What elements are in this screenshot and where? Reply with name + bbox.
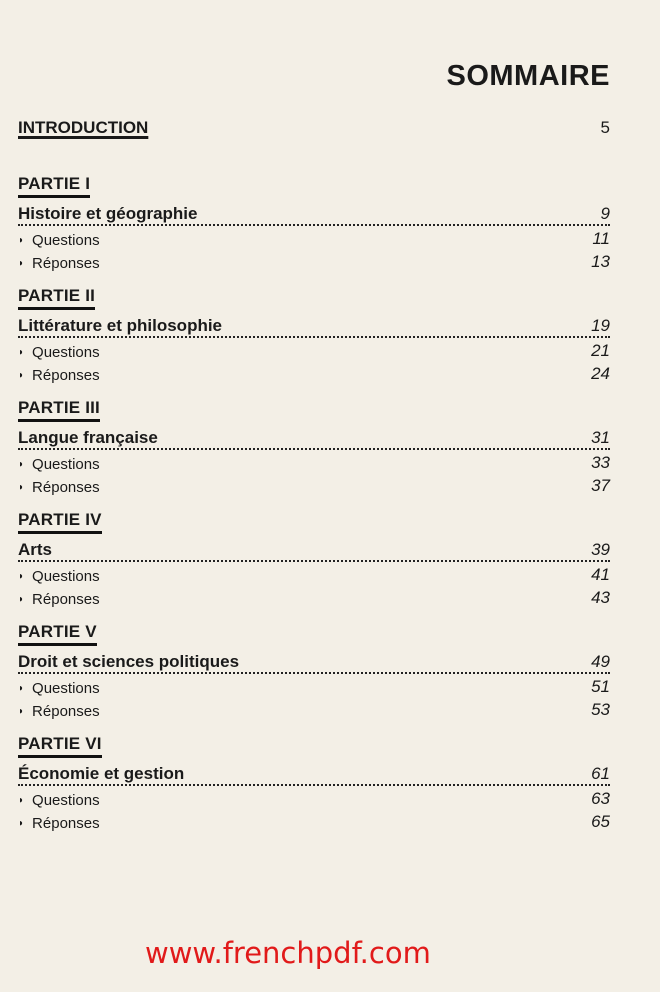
toc-heading[interactable] [18,646,610,674]
part-section [18,616,610,720]
page-title: SOMMAIRE [446,60,610,92]
toc-reponses[interactable] [18,809,610,832]
part-header [18,728,610,758]
toc-heading[interactable] [18,198,610,226]
questions-label: Questions [32,232,100,249]
triangle-bullet-icon: ◗ [18,235,25,246]
triangle-bullet-icon: ◗ [18,258,25,269]
reponses-page: 43 [591,588,610,607]
part-label: PARTIE III [18,398,100,422]
toc-questions[interactable] [18,562,610,585]
watermark: www.frenchpdf.com [145,936,431,970]
reponses-label: Réponses [32,815,100,832]
reponses-page: 13 [591,252,610,271]
questions-page: 63 [591,789,610,808]
toc-heading[interactable] [18,534,610,562]
heading-label: Droit et sciences politiques [18,652,240,671]
part-label: PARTIE II [18,286,95,310]
part-label: PARTIE V [18,622,97,646]
toc-heading[interactable] [18,758,610,786]
toc-reponses[interactable] [18,473,610,496]
questions-page: 21 [591,341,610,360]
heading-page: 49 [591,652,610,671]
parts-list [18,168,610,832]
toc-reponses[interactable] [18,249,610,272]
questions-label: Questions [32,456,100,473]
heading-page: 61 [591,764,610,783]
part-label: PARTIE VI [18,734,102,758]
reponses-label: Réponses [32,591,100,608]
part-header [18,392,610,422]
reponses-page: 24 [591,364,610,383]
reponses-label: Réponses [32,479,100,496]
questions-page: 41 [591,565,610,584]
part-header [18,504,610,534]
reponses-label: Réponses [32,367,100,384]
triangle-bullet-icon: ◗ [18,347,25,358]
part-section [18,504,610,608]
part-section [18,392,610,496]
part-header [18,616,610,646]
heading-label: Histoire et géographie [18,204,198,223]
toc-questions[interactable] [18,226,610,249]
introduction-page: 5 [600,118,610,137]
questions-label: Questions [32,792,100,809]
toc-reponses[interactable] [18,361,610,384]
reponses-label: Réponses [32,703,100,720]
triangle-bullet-icon: ◗ [18,818,25,829]
questions-label: Questions [32,680,100,697]
part-header [18,280,610,310]
triangle-bullet-icon: ◗ [18,571,25,582]
questions-label: Questions [32,568,100,585]
triangle-bullet-icon: ◗ [18,706,25,717]
reponses-page: 53 [591,700,610,719]
toc-questions[interactable] [18,674,610,697]
heading-label: Économie et gestion [18,764,185,783]
introduction-label: INTRODUCTION [18,118,149,137]
heading-label: Arts [18,540,53,559]
table-of-contents [18,112,610,832]
heading-page: 31 [591,428,610,447]
part-section [18,728,610,832]
heading-page: 39 [591,540,610,559]
toc-questions[interactable] [18,786,610,809]
triangle-bullet-icon: ◗ [18,594,25,605]
toc-heading[interactable] [18,422,610,450]
triangle-bullet-icon: ◗ [18,482,25,493]
part-section [18,168,610,272]
reponses-page: 37 [591,476,610,495]
reponses-label: Réponses [32,255,100,272]
reponses-page: 65 [591,812,610,831]
triangle-bullet-icon: ◗ [18,370,25,381]
heading-label: Littérature et philosophie [18,316,223,335]
part-label: PARTIE IV [18,510,102,534]
triangle-bullet-icon: ◗ [18,795,25,806]
toc-heading[interactable] [18,310,610,338]
questions-page: 51 [591,677,610,696]
triangle-bullet-icon: ◗ [18,459,25,470]
part-header [18,168,610,198]
toc-questions[interactable] [18,450,610,473]
questions-label: Questions [32,344,100,361]
triangle-bullet-icon: ◗ [18,683,25,694]
toc-questions[interactable] [18,338,610,361]
toc-reponses[interactable] [18,585,610,608]
toc-introduction[interactable] [18,112,610,138]
part-label: PARTIE I [18,174,90,198]
heading-page: 9 [600,204,610,223]
toc-reponses[interactable] [18,697,610,720]
part-section [18,280,610,384]
questions-page: 11 [592,229,610,248]
heading-page: 19 [591,316,610,335]
questions-page: 33 [591,453,610,472]
heading-label: Langue française [18,428,158,447]
